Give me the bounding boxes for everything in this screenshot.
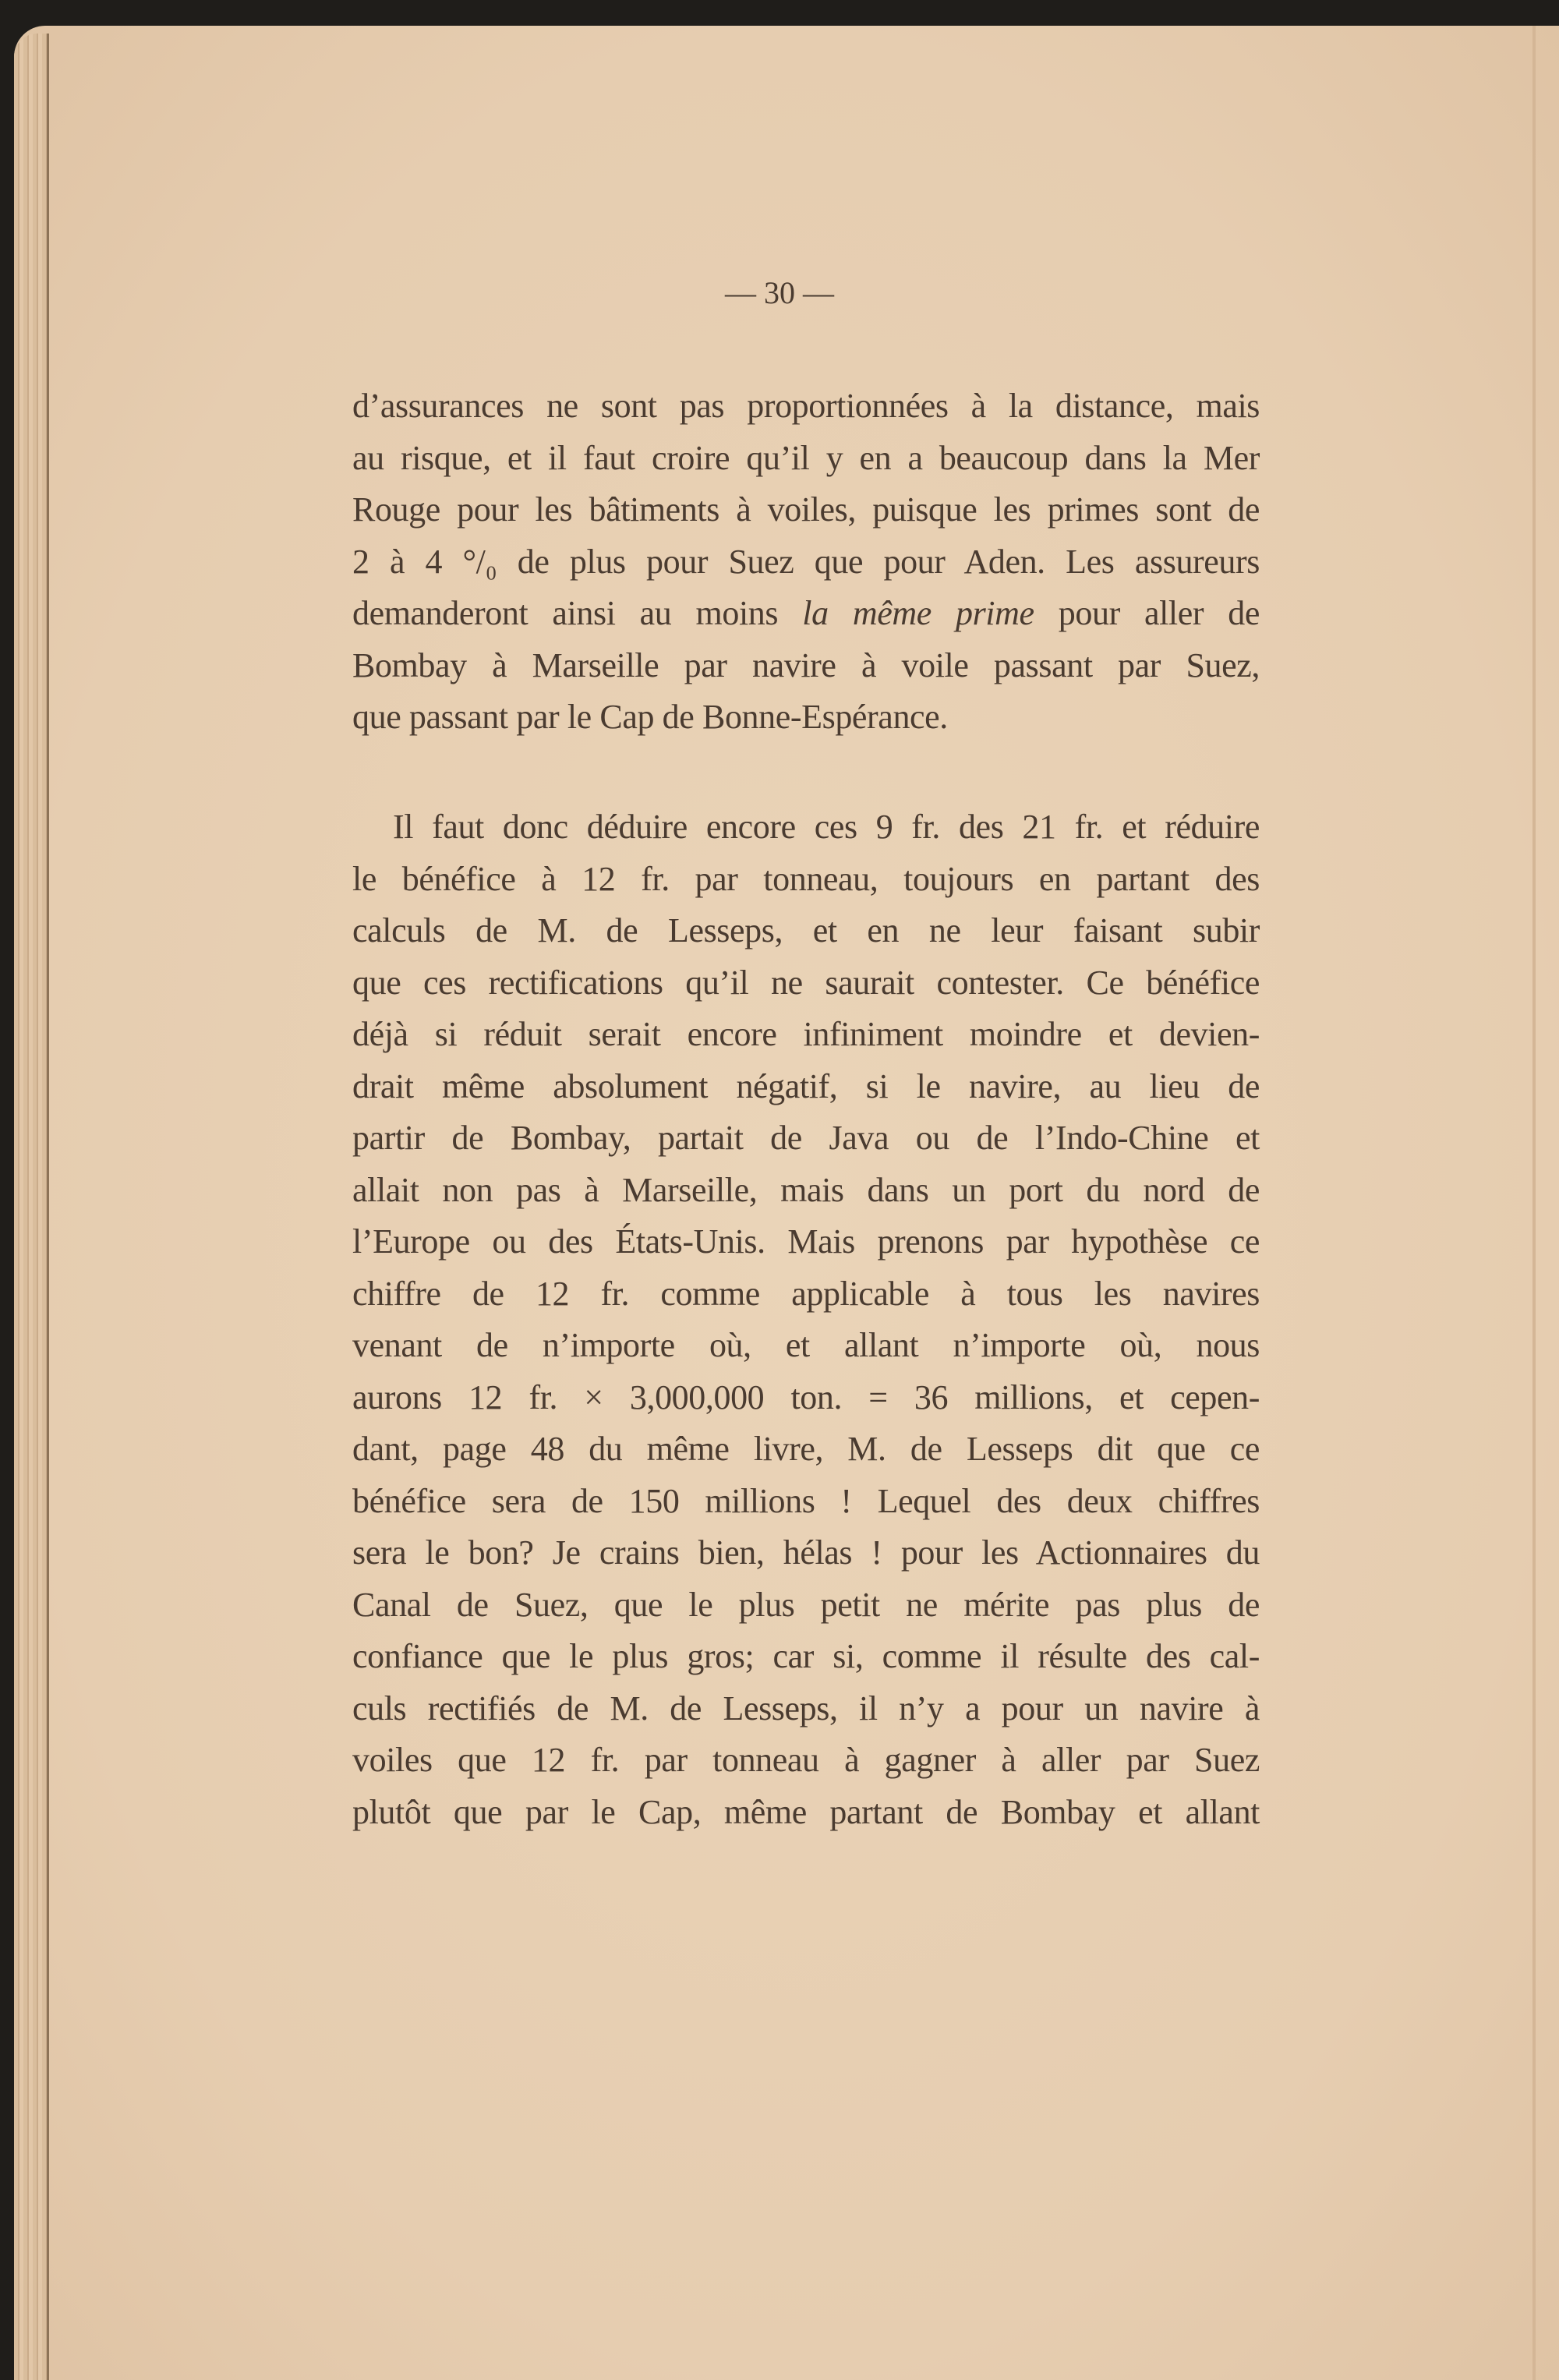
text-line: plutôt que par le Cap, même partant de Bombay et allant xyxy=(352,1792,1260,1831)
text-line: que ces rectifications qu’il ne saurait contester. Ce bénéfice xyxy=(352,963,1260,1002)
paragraph-1 xyxy=(352,380,1260,744)
text-line: chiffre de 12 fr. comme applicable à tous les navires xyxy=(352,1274,1260,1313)
page-edges xyxy=(14,34,49,2380)
paragraph-2 xyxy=(352,801,1260,1838)
text-line xyxy=(352,588,1260,640)
text-span: pour aller de xyxy=(1034,594,1260,632)
text-line: allait non pas à Marseille, mais dans un port du nord de xyxy=(352,1170,1260,1209)
text-line: l’Europe ou des États-Unis. Mais prenons par hypothèse ce xyxy=(352,1222,1260,1261)
text-line: culs rectifiés de M. de Lesseps, il n’y a pour un navire à xyxy=(352,1689,1260,1728)
text-line: Bombay à Marseille par navire à voile passant par Suez, xyxy=(352,645,1260,684)
text-line: bénéfice sera de 150 millions ! Lequel des deux chiffres xyxy=(352,1481,1260,1520)
text-line: le bénéfice à 12 fr. par tonneau, toujours en partant des xyxy=(352,859,1260,898)
text-line: 2 à 4 °/₀ de plus pour Suez que pour Aden. Les assureurs xyxy=(352,542,1260,581)
text-line: calculs de M. de Lesseps, et en ne leur faisant subir xyxy=(352,911,1260,950)
text-line: Il faut donc déduire encore ces 9 fr. des 21 fr. et réduire xyxy=(393,808,1260,846)
text-line: dant, page 48 du même livre, M. de Lesseps dit que ce xyxy=(352,1430,1260,1468)
text-line: d’assurances ne sont pas proportionnées à la distance, mais xyxy=(352,387,1260,425)
text-line: que passant par le Cap de Bonne-Espérance. xyxy=(352,698,948,736)
text-line: voiles que 12 fr. par tonneau à gagner à aller par Suez xyxy=(352,1741,1260,1779)
italic-phrase: la même prime xyxy=(802,594,1034,632)
text-line: drait même absolument négatif, si le navire, au lieu de xyxy=(352,1066,1260,1105)
text-line: venant de n’importe où, et allant n’importe où, nous xyxy=(352,1326,1260,1364)
text-line: aurons 12 fr. × 3,000,000 ton. = 36 millions, et cepen- xyxy=(352,1377,1260,1416)
text-line: déjà si réduit serait encore infiniment moindre et devien- xyxy=(352,1015,1260,1053)
text-span: demanderont ainsi au moins xyxy=(352,594,803,632)
text-line: au risque, et il faut croire qu’il y en a beaucoup dans la Mer xyxy=(352,438,1260,477)
text-line: sera le bon? Je crains bien, hélas ! pour les Actionnaires du xyxy=(352,1533,1260,1572)
text-line: Rouge pour les bâtiments à voiles, puisque les primes sont de xyxy=(352,490,1260,529)
text-line: confiance que le plus gros; car si, comme il résulte des cal- xyxy=(352,1637,1260,1675)
text-line: partir de Bombay, partait de Java ou de l’Indo-Chine et xyxy=(352,1119,1260,1157)
page-fold xyxy=(1532,26,1536,2380)
page-number: — 30 — xyxy=(725,275,834,310)
text-line: Canal de Suez, que le plus petit ne mérite pas plus de xyxy=(352,1585,1260,1624)
